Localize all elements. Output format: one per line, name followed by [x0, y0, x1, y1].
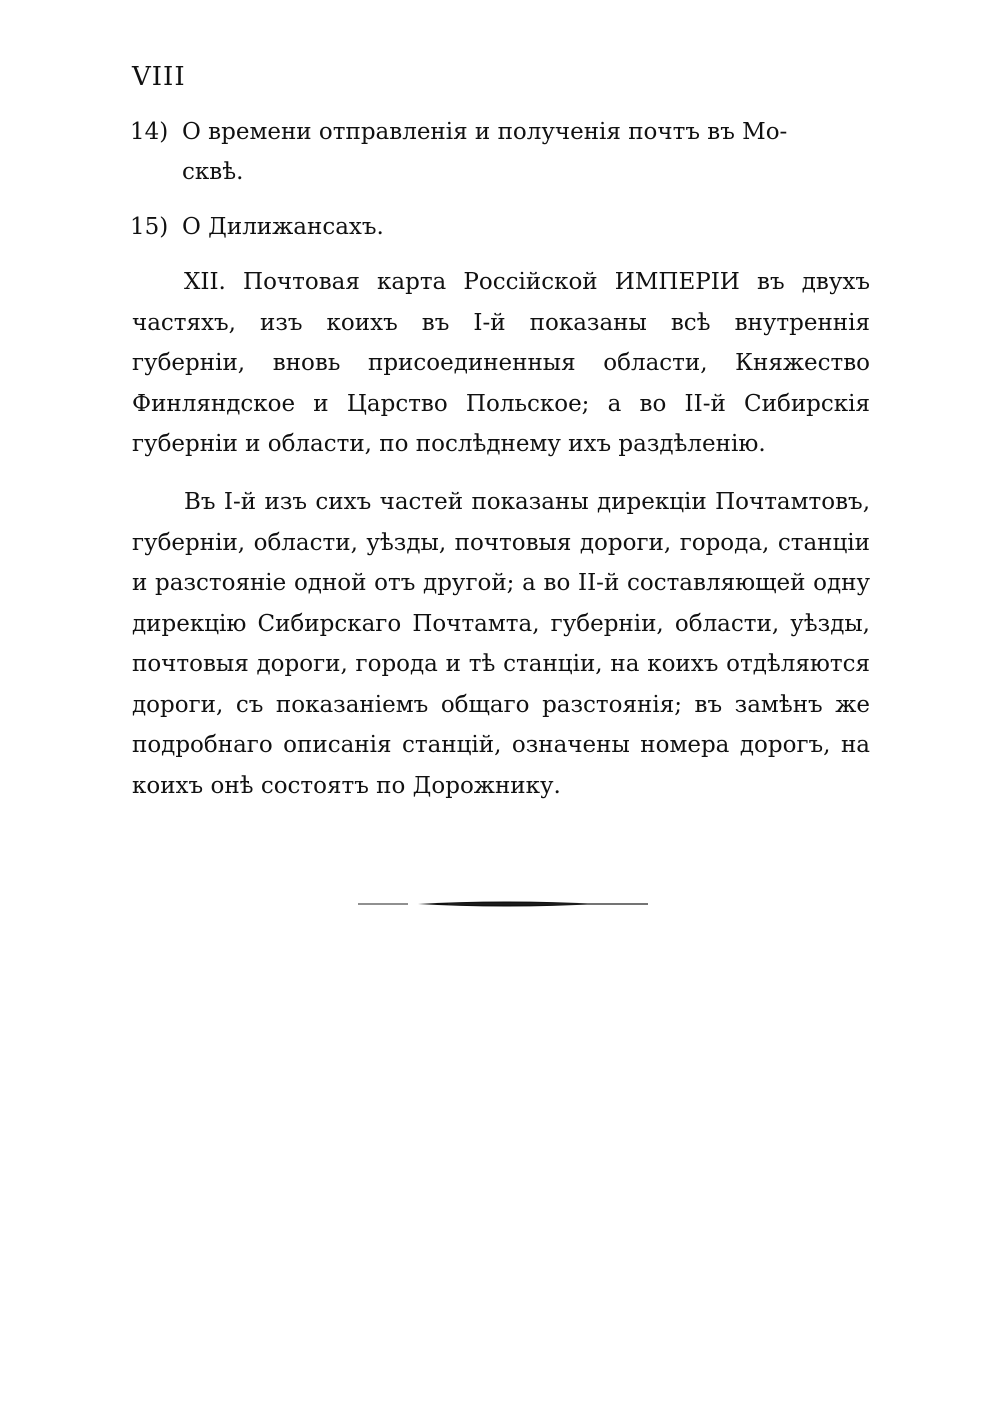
- list-item-line: [130, 112, 870, 152]
- paragraph-map-description: XII. Почтовая карта Россійской ИМПЕРІИ въ двухъ частяхъ, изъ коихъ въ I-й показаны всѣ внутреннія губерніи, вновь присоединенныя области, Княжество Финляндское и Царство Польское; а во II-й Сибирскія губерніи и области, по послѣднему ихъ раздѣленію.: [132, 269, 870, 457]
- list-item: [130, 112, 870, 192]
- list-item-continuation: сквѣ.: [182, 159, 244, 185]
- list-item: [130, 207, 870, 247]
- list-item-number: 14): [130, 119, 169, 145]
- list-item-text: О Дилижансахъ.: [182, 214, 384, 240]
- page-number: VIII: [132, 62, 186, 92]
- list-item-number: 15): [130, 214, 169, 240]
- paragraph-map-details: Въ I-й изъ сихъ частей показаны дирекціи Почтамтовъ, губерніи, области, уѣзды, почтовыя дороги, города, станціи и разстояніе одной отъ другой; а во II-й составляющей одну дирекцію Сибирскаго Почтамта, губерніи, области, уѣзды, почтовыя дороги, города и тѣ станціи, на коихъ отдѣляются дороги, съ показаніемъ общаго разстоянія; въ замѣнъ же подробнаго описанія станцій, означены номера дорогъ, на коихъ онѣ состоятъ по Дорожнику.: [132, 489, 870, 799]
- list-item-text: О времени отправленія и полученія почтъ въ Мо-: [182, 119, 788, 145]
- ornamental-divider: [358, 900, 648, 908]
